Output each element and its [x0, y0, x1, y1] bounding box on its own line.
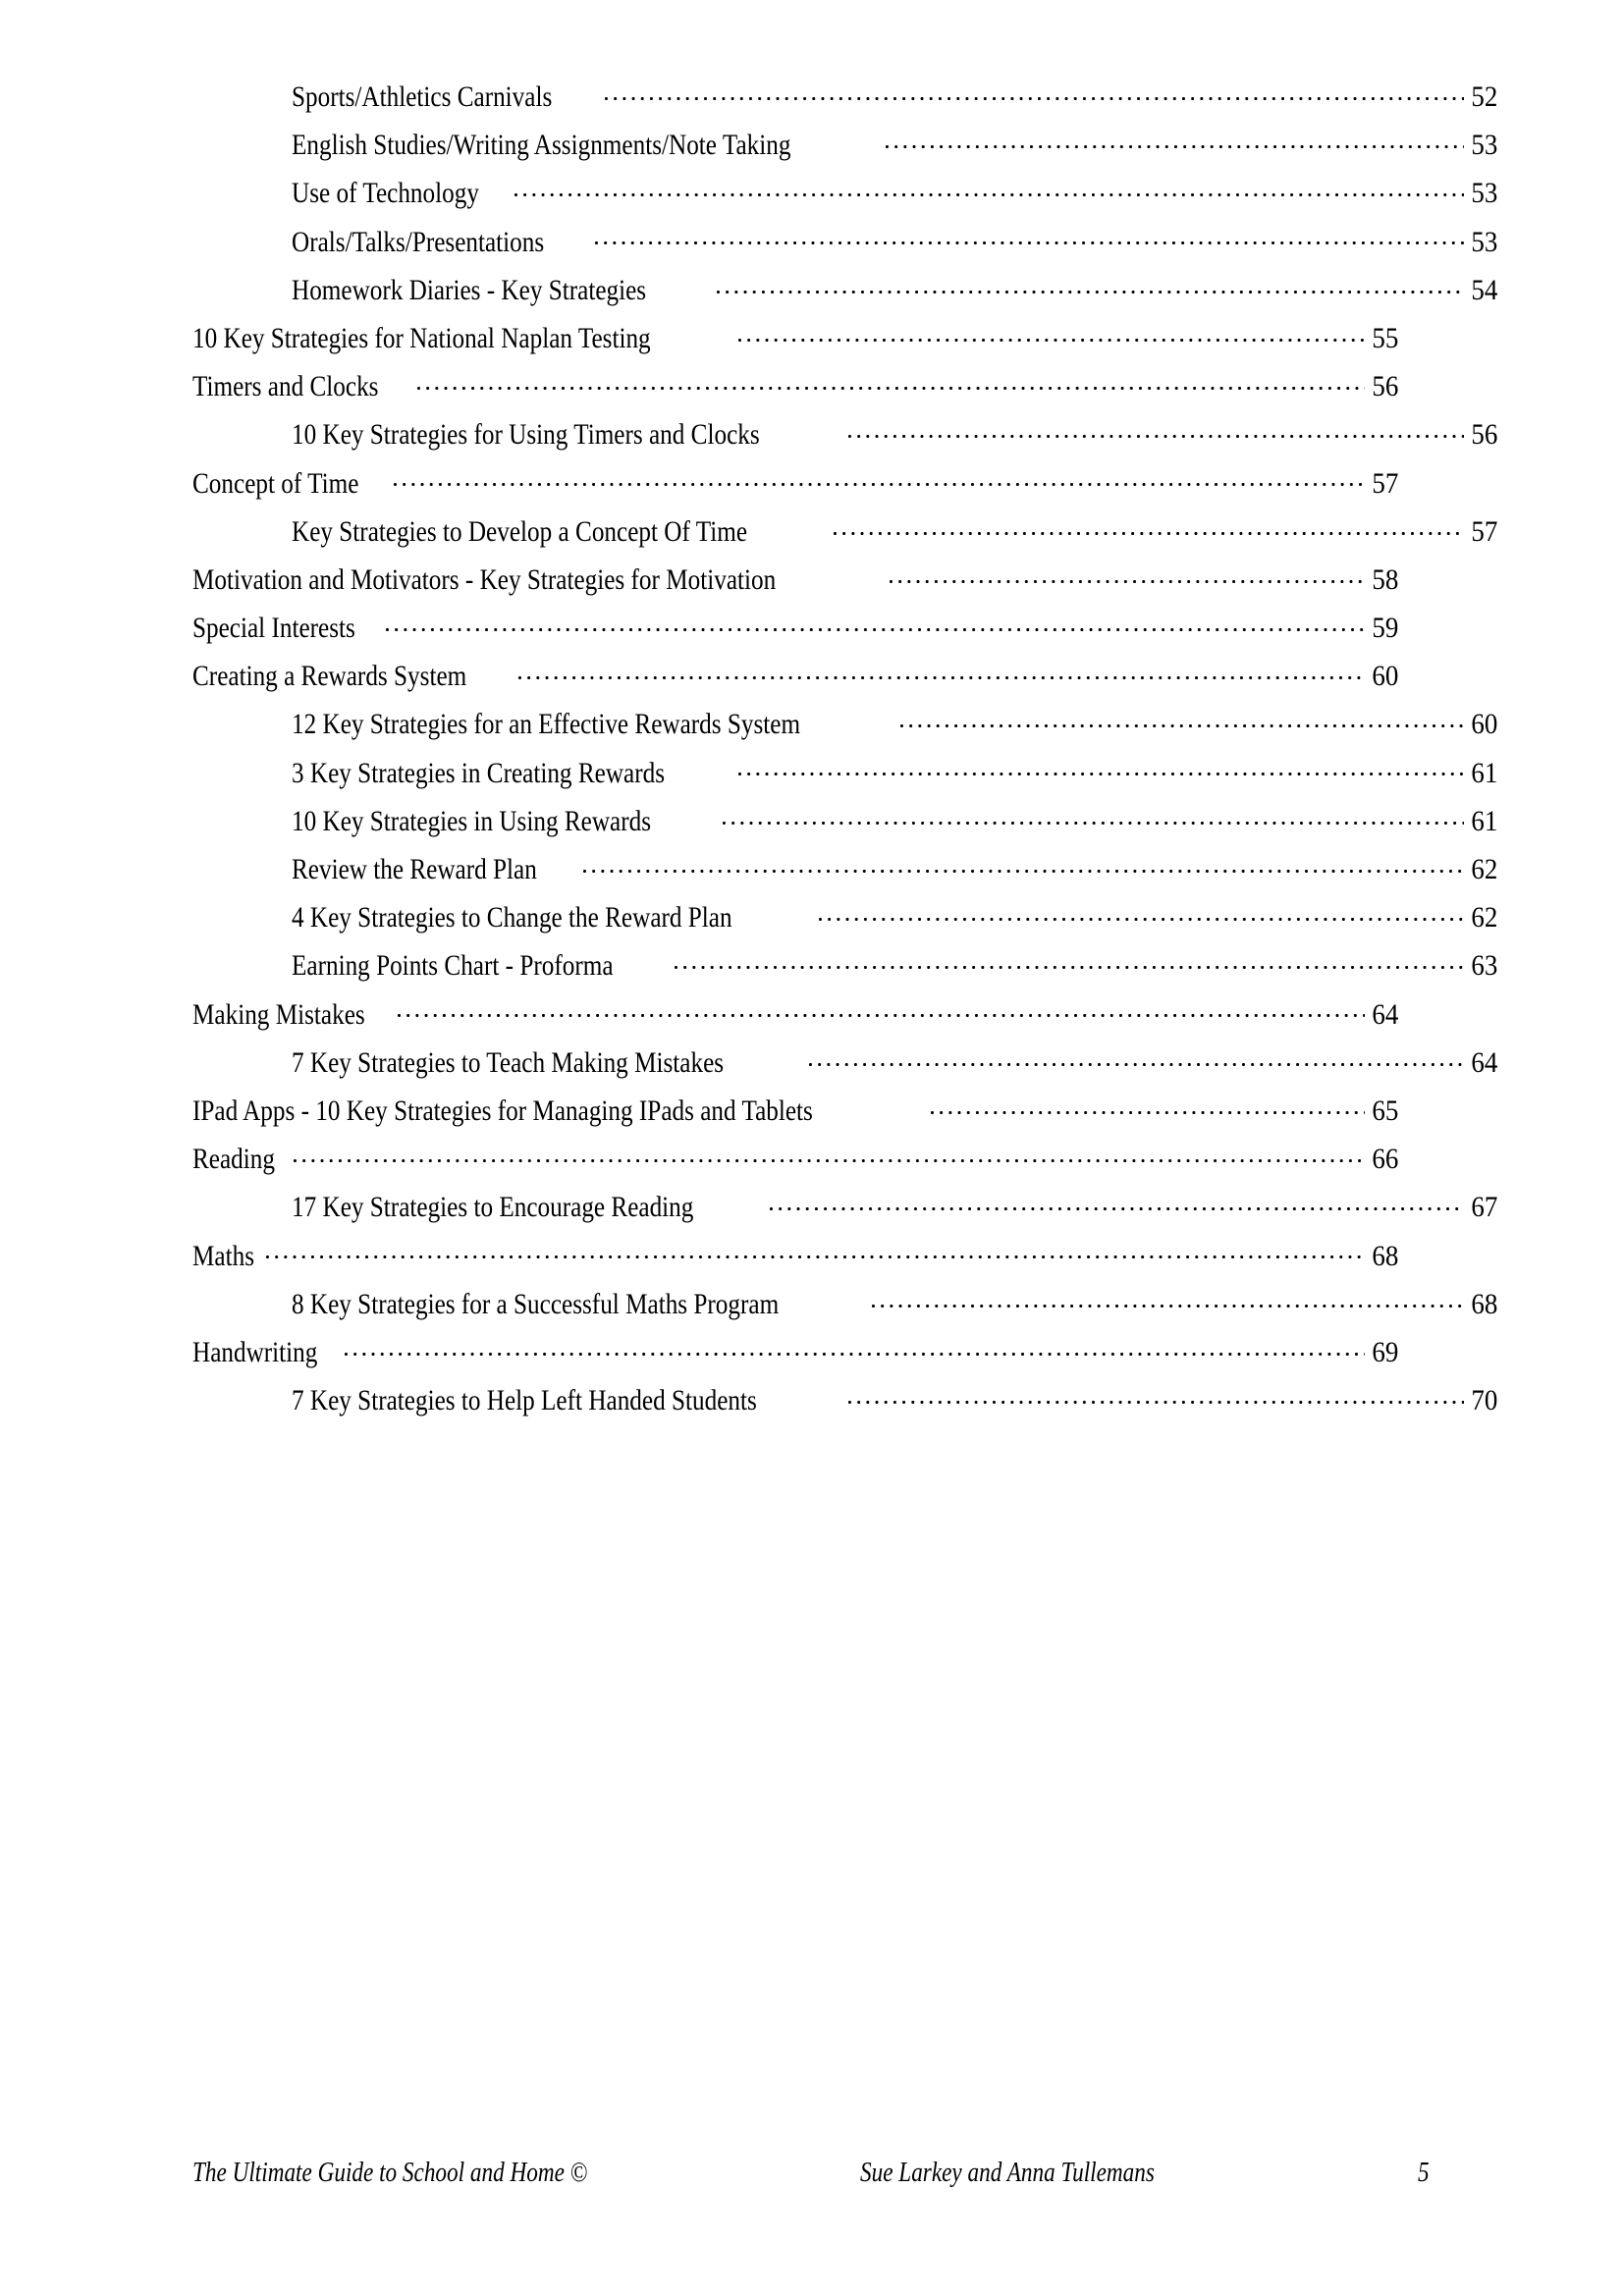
toc-entry-title: 17 Key Strategies to Encourage Reading	[292, 1191, 694, 1224]
toc-leader-dots	[931, 1091, 1365, 1120]
toc-entry-title: Motivation and Motivators - Key Strategies for Motivation	[192, 562, 777, 596]
toc-entry-page-number: 64	[1471, 1045, 1498, 1079]
toc-entry-page-number: 64	[1372, 997, 1399, 1031]
page-footer	[192, 2156, 1428, 2199]
toc-entry[interactable]	[192, 463, 1428, 511]
toc-entry-page-number: 53	[1471, 225, 1498, 258]
toc-entry-page-number: 53	[1471, 129, 1498, 162]
toc-leader-dots	[717, 270, 1464, 299]
toc-leader-dots	[872, 1284, 1464, 1313]
toc-leader-dots	[266, 1236, 1365, 1265]
toc-leader-dots	[675, 945, 1464, 975]
toc-entry-page-number: 67	[1471, 1191, 1498, 1224]
toc-entry-title: Orals/Talks/Presentations	[292, 225, 545, 258]
toc-entry-page-number: 53	[1471, 177, 1498, 210]
toc-entry-title: Sports/Athletics Carnivals	[292, 80, 553, 113]
toc-entry-page-number: 52	[1471, 80, 1498, 113]
toc-entry-title: Making Mistakes	[192, 997, 365, 1031]
footer-authors: Sue Larkey and Anna Tullemans	[860, 2157, 1155, 2188]
toc-leader-dots	[294, 1139, 1365, 1168]
toc-entry-title: 8 Key Strategies for a Successful Maths Program	[292, 1287, 780, 1320]
toc-entry[interactable]	[192, 511, 1527, 560]
toc-leader-dots	[834, 511, 1464, 541]
toc-entry-page-number: 60	[1372, 660, 1399, 693]
toc-leader-dots	[605, 77, 1464, 106]
toc-leader-dots	[394, 463, 1365, 493]
toc-entry-page-number: 69	[1372, 1335, 1399, 1368]
toc-entry[interactable]	[192, 1091, 1428, 1139]
toc-entry-title: Key Strategies to Develop a Concept Of Time	[292, 514, 748, 548]
toc-leader-dots	[583, 849, 1464, 879]
toc-entry-page-number: 62	[1471, 853, 1498, 885]
toc-entry-page-number: 54	[1471, 273, 1498, 306]
toc-entry-page-number: 58	[1372, 562, 1399, 596]
toc-entry-title: Special Interests	[192, 612, 355, 645]
toc-entry[interactable]	[192, 1042, 1527, 1091]
toc-leader-dots	[386, 608, 1365, 637]
toc-entry[interactable]	[192, 366, 1428, 414]
footer-page-number: 5	[1418, 2157, 1430, 2188]
toc-entry-title: 3 Key Strategies in Creating Rewards	[292, 756, 666, 789]
toc-leader-dots	[723, 801, 1464, 830]
toc-leader-dots	[886, 125, 1464, 154]
toc-entry[interactable]	[192, 753, 1527, 801]
toc-leader-dots	[848, 414, 1464, 444]
toc-leader-dots	[890, 560, 1365, 589]
toc-entry[interactable]	[192, 1332, 1428, 1380]
toc-entry-title: Timers and Clocks	[192, 370, 379, 403]
toc-entry-page-number: 68	[1471, 1287, 1498, 1320]
toc-entry-page-number: 57	[1471, 514, 1498, 548]
toc-entry[interactable]	[192, 994, 1428, 1042]
toc-entry-title: Homework Diaries - Key Strategies	[292, 273, 647, 306]
toc-entry[interactable]	[192, 704, 1527, 752]
toc-entry-title: 10 Key Strategies for Using Timers and Clocks	[292, 418, 760, 452]
toc-entry-title: 7 Key Strategies to Help Left Handed Students	[292, 1384, 757, 1417]
toc-leader-dots	[514, 173, 1464, 202]
toc-entry-page-number: 55	[1372, 321, 1399, 354]
toc-entry[interactable]	[192, 560, 1428, 608]
toc-entry-page-number: 61	[1471, 756, 1498, 789]
toc-entry[interactable]	[192, 222, 1527, 270]
toc-entry[interactable]	[192, 125, 1527, 173]
toc-leader-dots	[809, 1042, 1464, 1072]
toc-entry[interactable]	[192, 1284, 1527, 1332]
toc-leader-dots	[738, 318, 1365, 347]
toc-entry-page-number: 62	[1471, 901, 1498, 934]
toc-entry-page-number: 56	[1372, 370, 1399, 403]
toc-entry-page-number: 57	[1372, 466, 1399, 500]
toc-entry-page-number: 56	[1471, 418, 1498, 452]
toc-entry-title: Handwriting	[192, 1335, 318, 1368]
toc-entry[interactable]	[192, 849, 1527, 897]
toc-entry-title: IPad Apps - 10 Key Strategies for Managing IPads and Tablets	[192, 1094, 813, 1127]
toc-leader-dots	[417, 366, 1365, 396]
toc-entry-title: 10 Key Strategies in Using Rewards	[292, 804, 652, 837]
toc-entry[interactable]	[192, 945, 1527, 993]
toc-entry[interactable]	[192, 897, 1527, 945]
toc-entry[interactable]	[192, 801, 1527, 849]
toc-entry[interactable]	[192, 270, 1527, 318]
toc-entry-title: Earning Points Chart - Proforma	[292, 949, 614, 983]
toc-entry-page-number: 63	[1471, 949, 1498, 983]
toc-entry-title: English Studies/Writing Assignments/Note Taking	[292, 129, 791, 162]
toc-entry-title: 7 Key Strategies to Teach Making Mistakes	[292, 1045, 725, 1079]
toc-entry[interactable]	[192, 608, 1428, 656]
toc-entry-page-number: 61	[1471, 804, 1498, 837]
toc-entry-title: 4 Key Strategies to Change the Reward Plan	[292, 901, 732, 934]
toc-entry-title: Creating a Rewards System	[192, 660, 467, 693]
toc-entry-title: Use of Technology	[292, 177, 479, 210]
toc-entry[interactable]	[192, 656, 1428, 704]
toc-leader-dots	[848, 1380, 1464, 1410]
toc-entry-title: Reading	[192, 1143, 275, 1176]
toc-entry[interactable]	[192, 173, 1527, 221]
toc-entry[interactable]	[192, 1236, 1428, 1284]
toc-entry-page-number: 68	[1372, 1239, 1399, 1272]
toc-entry[interactable]	[192, 318, 1428, 366]
toc-entry[interactable]	[192, 77, 1527, 125]
toc-entry-title: 12 Key Strategies for an Effective Rewards System	[292, 708, 801, 741]
toc-entry[interactable]	[192, 1380, 1527, 1428]
toc-leader-dots	[398, 994, 1365, 1024]
footer-book-title: The Ultimate Guide to School and Home ©	[192, 2157, 588, 2188]
toc-leader-dots	[900, 704, 1464, 733]
toc-entry[interactable]	[192, 414, 1527, 462]
toc-entry-title: Review the Reward Plan	[292, 853, 537, 885]
toc-entry-title: Maths	[192, 1239, 254, 1272]
toc-leader-dots	[595, 222, 1464, 251]
toc-entry-title: Concept of Time	[192, 466, 359, 500]
toc-entry-title: 10 Key Strategies for National Naplan Testing	[192, 321, 651, 354]
table-of-contents-list	[192, 77, 1498, 1428]
toc-entry-page-number: 70	[1471, 1384, 1498, 1417]
toc-entry[interactable]	[192, 1139, 1428, 1187]
toc-leader-dots	[345, 1332, 1365, 1362]
toc-entry-page-number: 59	[1372, 612, 1399, 645]
toc-leader-dots	[770, 1187, 1464, 1216]
toc-leader-dots	[819, 897, 1464, 927]
toc-entry-page-number: 65	[1372, 1094, 1399, 1127]
toc-entry-page-number: 66	[1372, 1143, 1399, 1176]
toc-leader-dots	[518, 656, 1365, 685]
toc-entry[interactable]	[192, 1187, 1527, 1235]
toc-leader-dots	[738, 753, 1464, 782]
toc-entry-page-number: 60	[1471, 708, 1498, 741]
